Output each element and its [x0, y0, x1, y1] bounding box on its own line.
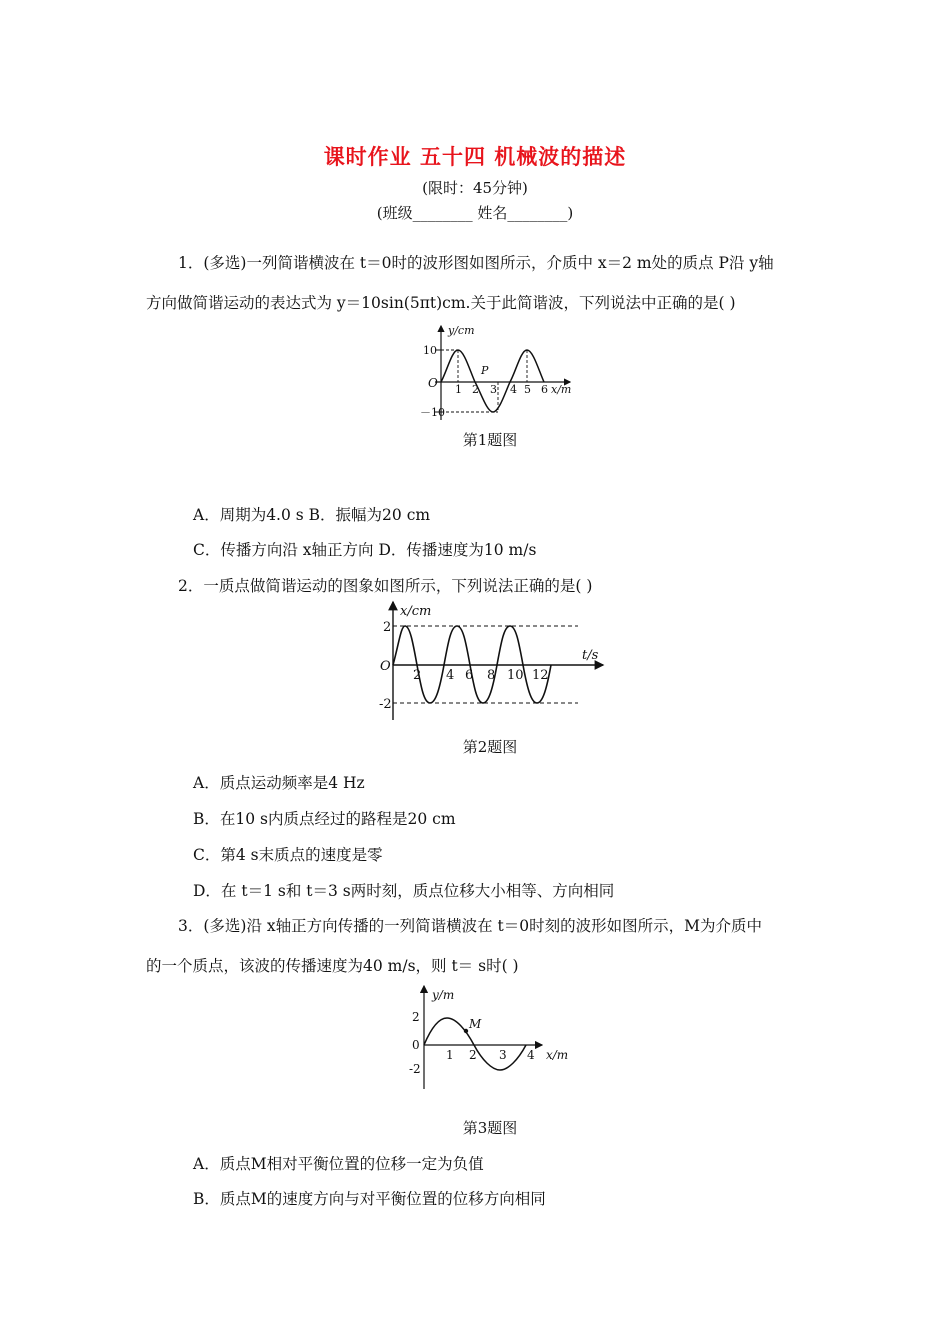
q1-y-label: y/cm: [448, 324, 475, 337]
q3-y-tick-neg2: -2: [409, 1062, 421, 1076]
q2-y-label: x/cm: [400, 604, 432, 619]
q1-x-tick-5: 5: [524, 383, 531, 396]
q3-x-tick-4: 4: [527, 1048, 535, 1062]
q1-x-tick-4: 4: [510, 383, 517, 396]
q3-x-label: x/m: [546, 1048, 569, 1062]
q2-oscillation-figure: [375, 598, 615, 723]
q3-option-a: A．质点M相对平衡位置的位移一定为负值: [193, 1155, 484, 1173]
q3-y-tick-2: 2: [412, 1010, 420, 1024]
q1-caption: 第1题图: [462, 431, 518, 449]
q2-stem: 2．一质点做简谐运动的图象如图所示，下列说法正确的是( ): [178, 577, 593, 595]
q3-x-tick-1: 1: [446, 1048, 454, 1062]
q2-option-d: D．在 t＝1 s和 t＝3 s两时刻，质点位移大小相等、方向相同: [193, 882, 615, 900]
q3-caption: 第3题图: [462, 1119, 518, 1137]
q3-wave-figure: [400, 982, 585, 1092]
q2-option-b: B．在10 s内质点经过的路程是20 cm: [193, 810, 456, 828]
q2-x-tick-4: 4: [446, 668, 455, 683]
q2-x-tick-12: 12: [532, 668, 549, 683]
q2-option-a: A．质点运动频率是4 Hz: [193, 774, 365, 792]
q1-x-tick-6: 6: [541, 383, 548, 396]
q2-t-label: t/s: [582, 648, 599, 663]
q1-options-cd: C．传播方向沿 x轴正方向 D．传播速度为10 m/s: [193, 541, 537, 559]
q1-x-tick-1: 1: [455, 383, 462, 396]
q3-stem-line2: 的一个质点，该波的传播速度为40 m/s，则 t＝ s时( ): [146, 957, 519, 975]
q2-y-tick-2: 2: [383, 620, 392, 635]
q1-point-p: P: [481, 364, 489, 377]
q1-stem-line2: 方向做简谐运动的表达式为 y＝10sin(5πt)cm.关于此简谐波，下列说法中正确的是( ): [146, 294, 736, 312]
q1-wave-figure: [410, 320, 580, 425]
q2-y-tick-neg2: -2: [379, 697, 392, 712]
q2-caption: 第2题图: [462, 738, 518, 756]
q2-x-tick-2: 2: [413, 668, 422, 683]
page-title: 课时作业 五十四 机械波的描述: [323, 145, 627, 169]
q2-x-tick-10: 10: [507, 668, 524, 683]
q3-point-m-label: M: [469, 1017, 482, 1031]
q3-point-m-dot: [464, 1029, 468, 1033]
q1-options-ab: A．周期为4.0 s B．振幅为20 cm: [193, 506, 431, 524]
q2-x-tick-6: 6: [465, 668, 474, 683]
q1-y-tick-10: 10: [423, 344, 437, 357]
q2-option-c: C．第4 s末质点的速度是零: [193, 846, 383, 864]
q3-stem-line1: 3．(多选)沿 x轴正方向传播的一列简谐横波在 t＝0时刻的波形如图所示，M为介质中: [178, 917, 763, 935]
q1-y-tick-neg10: －10: [420, 406, 445, 419]
q1-x-tick-3: 3: [490, 383, 497, 396]
time-limit: (限时：45分钟): [422, 179, 528, 197]
q1-origin-label: O: [428, 376, 438, 390]
q2-x-tick-8: 8: [487, 668, 496, 683]
q3-origin-label: 0: [412, 1038, 420, 1052]
q3-x-tick-2: 2: [469, 1048, 477, 1062]
q3-y-label: y/m: [432, 988, 455, 1002]
class-name-line: (班级________ 姓名________): [376, 204, 574, 222]
q1-x-tick-2: 2: [472, 383, 479, 396]
q1-stem-line1: 1．(多选)一列简谐横波在 t＝0时的波形图如图所示，介质中 x＝2 m处的质点 P沿 y轴: [178, 254, 774, 272]
q1-x-label: x/m: [551, 383, 572, 396]
q3-x-tick-3: 3: [499, 1048, 507, 1062]
q2-origin-label: O: [380, 659, 391, 674]
q1-wave-curve: [441, 350, 544, 412]
q3-option-b: B．质点M的速度方向与对平衡位置的位移方向相同: [193, 1190, 546, 1208]
